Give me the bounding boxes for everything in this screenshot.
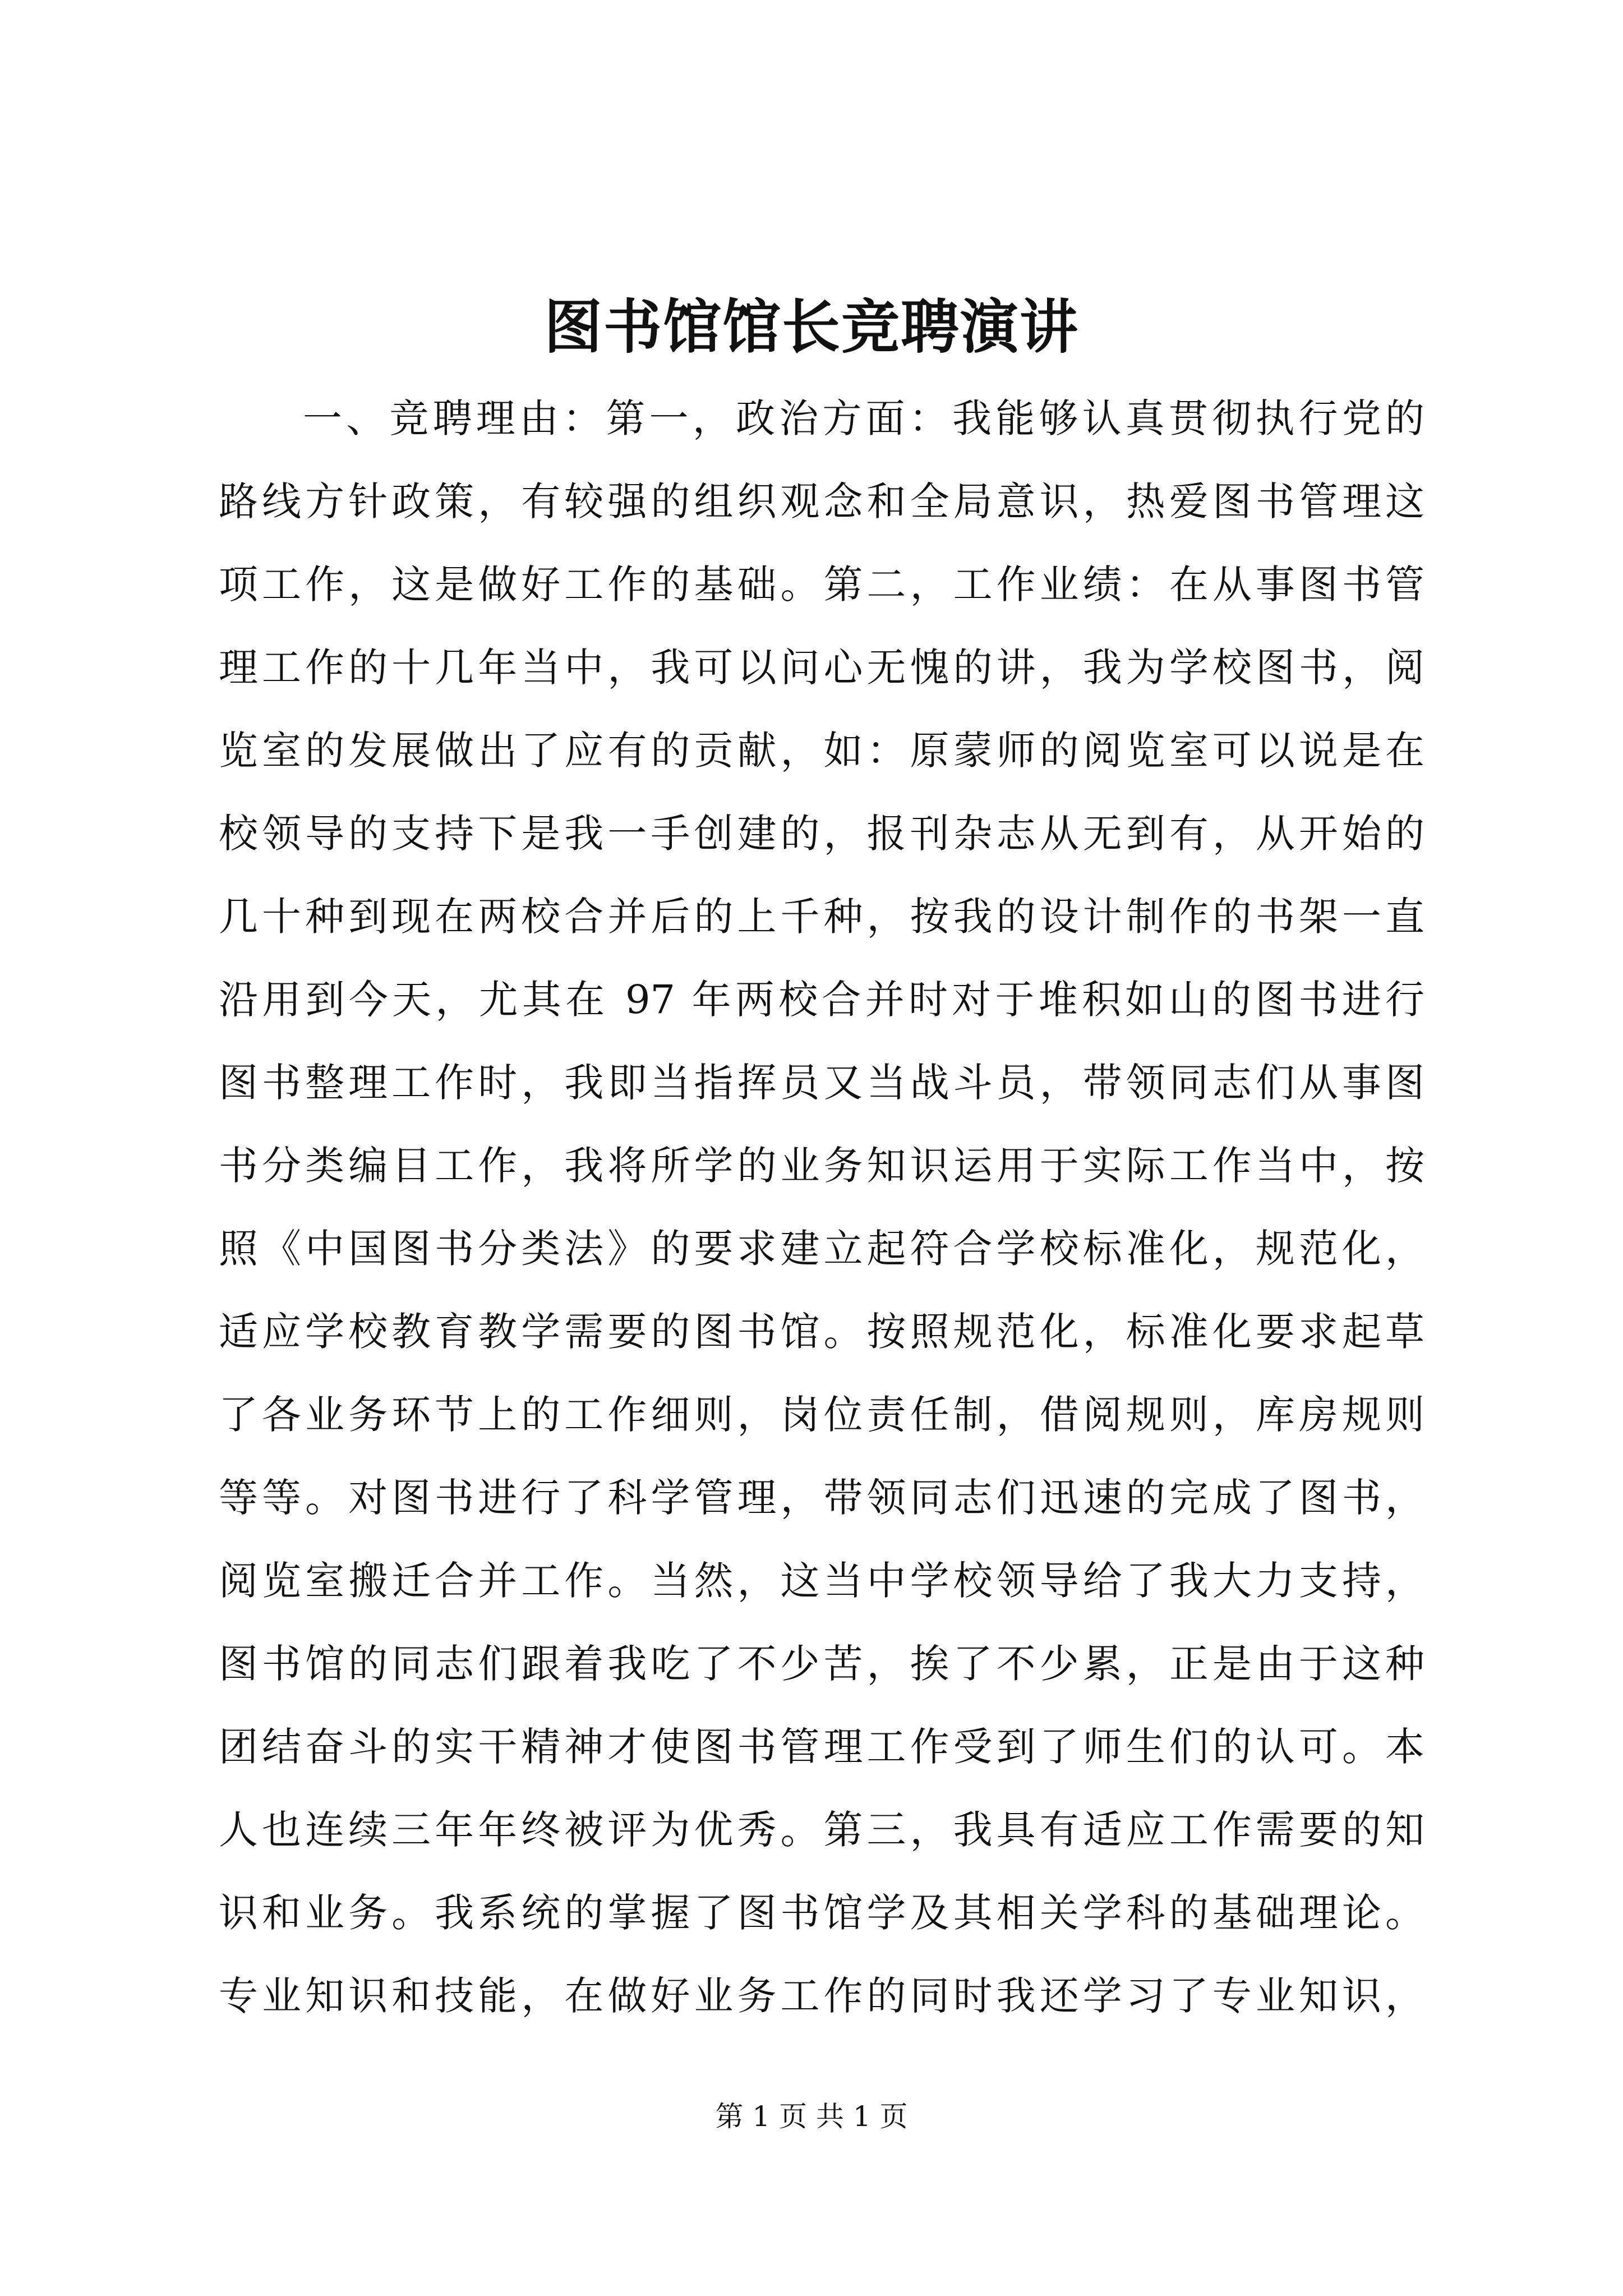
page-footer: 第 1 页 共 1 页 bbox=[715, 2100, 908, 2133]
paragraph-line: 团结奋斗的实干精神才使图书管理工作受到了师生们的认可。本 bbox=[219, 1724, 1424, 1770]
paragraph-line: 书分类编目工作，我将所学的业务知识运用于实际工作当中，按 bbox=[219, 1143, 1424, 1189]
paragraph-line: 适应学校教育教学需要的图书馆。按照规范化，标准化要求起草 bbox=[219, 1309, 1424, 1355]
page-title: 图书馆馆长竞聘演讲 bbox=[543, 292, 1079, 361]
paragraph-line: 沿用到今天，尤其在 97 年两校合并时对于堆积如山的图书进行 bbox=[219, 977, 1424, 1023]
paragraph-line: 一、竞聘理由：第一，政治方面：我能够认真贯彻执行党的 bbox=[303, 395, 1424, 441]
paragraph-line: 几十种到现在两校合并后的上千种，按我的设计制作的书架一直 bbox=[219, 894, 1424, 940]
paragraph-line: 阅览室搬迁合并工作。当然，这当中学校领导给了我大力支持， bbox=[219, 1558, 1424, 1604]
paragraph-line: 人也连续三年年终被评为优秀。第三，我具有适应工作需要的知 bbox=[219, 1807, 1424, 1853]
paragraph-line: 览室的发展做出了应有的贡献，如：原蒙师的阅览室可以说是在 bbox=[219, 728, 1424, 774]
paragraph-line: 项工作，这是做好工作的基础。第二，工作业绩：在从事图书管 bbox=[219, 562, 1424, 608]
paragraph-line: 理工作的十几年当中，我可以问心无愧的讲，我为学校图书，阅 bbox=[219, 645, 1424, 691]
paragraph-line: 专业知识和技能，在做好业务工作的同时我还学习了专业知识， bbox=[219, 1973, 1424, 2019]
paragraph-line: 图书馆的同志们跟着我吃了不少苦，挨了不少累，正是由于这种 bbox=[219, 1641, 1424, 1687]
paragraph-line: 路线方针政策，有较强的组织观念和全局意识，热爱图书管理这 bbox=[219, 478, 1424, 524]
document-body bbox=[219, 377, 1424, 2037]
paragraph-line: 校领导的支持下是我一手创建的，报刊杂志从无到有，从开始的 bbox=[219, 811, 1424, 857]
paragraph-line: 识和业务。我系统的掌握了图书馆学及其相关学科的基础理论。 bbox=[219, 1890, 1424, 1936]
paragraph-line: 图书整理工作时，我即当指挥员又当战斗员，带领同志们从事图 bbox=[219, 1060, 1424, 1106]
paragraph-line: 照《中国图书分类法》的要求建立起符合学校标准化，规范化， bbox=[219, 1226, 1424, 1272]
paragraph-line: 了各业务环节上的工作细则，岗位责任制，借阅规则，库房规则 bbox=[219, 1392, 1424, 1438]
paragraph-line: 等等。对图书进行了科学管理，带领同志们迅速的完成了图书， bbox=[219, 1475, 1424, 1521]
